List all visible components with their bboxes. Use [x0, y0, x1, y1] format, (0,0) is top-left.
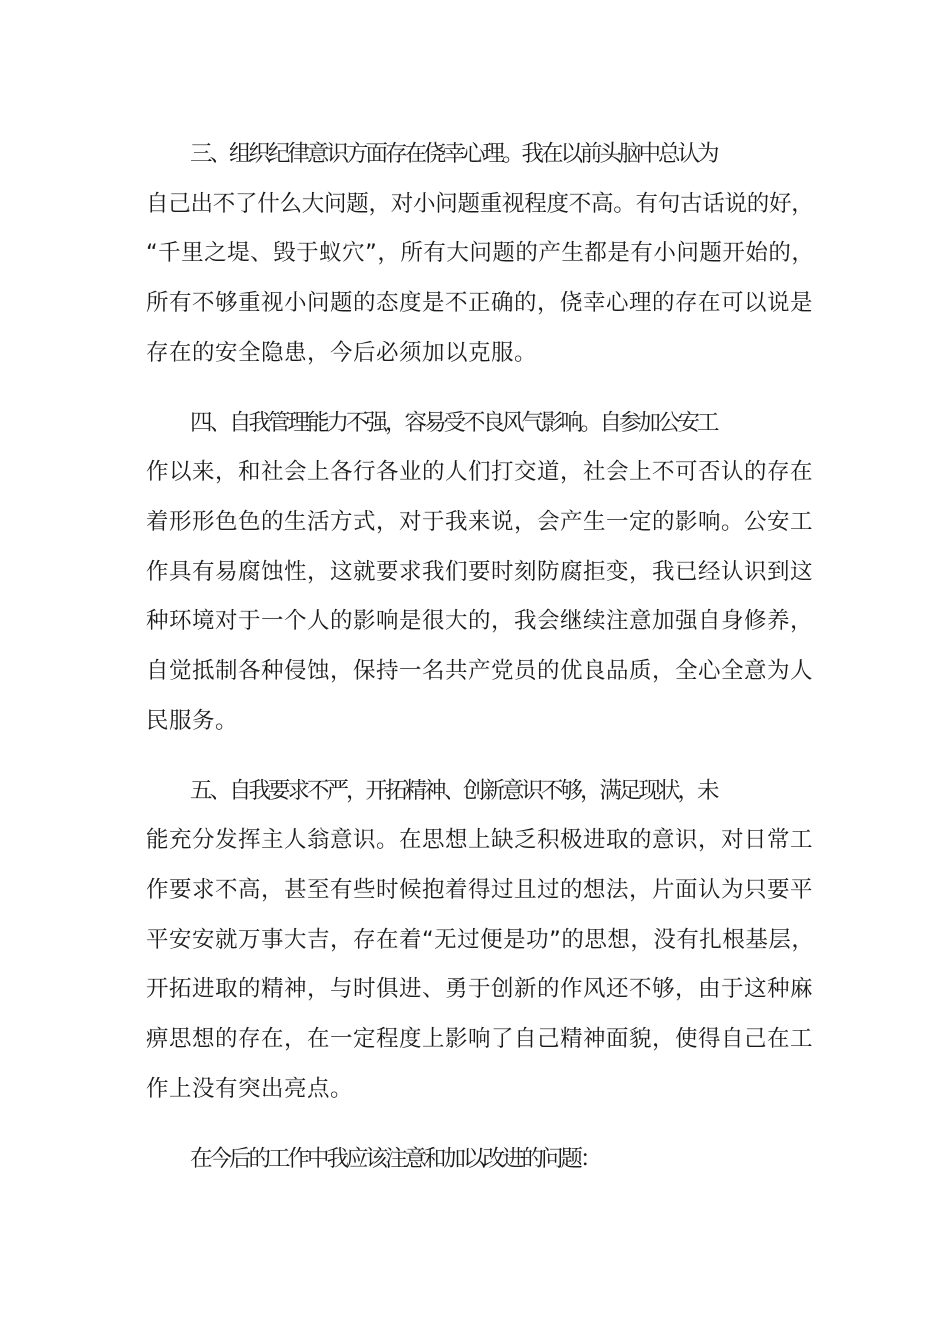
paragraph-1-line-3: “千里之堤、毁于蚁穴”，所有大问题的产生都是有小问题开始的， — [146, 240, 815, 266]
paragraph-3-line-5: 开拓进取的精神，与时俱进、勇于创新的作风还不够，由于这种麻 — [146, 976, 814, 1002]
paragraph-2-line-5: 种环境对于一个人的影响是很大的，我会继续注意加强自身修养， — [146, 608, 814, 634]
paragraph-2-line-3: 着形形色色的生活方式，对于我来说，会产生一定的影响。公安工 — [146, 509, 814, 535]
paragraph-2-line-1: 四、自我管理能力不强，容易受不良风气影响。自参加公安工 — [190, 410, 717, 436]
paragraph-3-line-1: 五、自我要求不严，开拓精神、创新意识不够，满足现状，未 — [190, 778, 717, 804]
paragraph-4-line-1: 在今后的工作中我应该注意和加以改进的问题： — [190, 1146, 600, 1172]
paragraph-3-line-6: 痹思想的存在，在一定程度上影响了自己精神面貌，使得自己在工 — [146, 1026, 814, 1052]
paragraph-3-line-4: 平安安就万事大吉，存在着“无过便是功”的思想，没有扎根基层， — [146, 927, 815, 953]
paragraph-2-line-2: 作以来，和社会上各行各业的人们打交道，社会上不可否认的存在 — [146, 459, 814, 485]
paragraph-3-line-3: 作要求不高，甚至有些时候抱着得过且过的想法，片面认为只要平 — [146, 877, 814, 903]
paragraph-1-line-5: 存在的安全隐患，今后必须加以克服。 — [146, 340, 538, 366]
paragraph-3-line-7: 作上没有突出亮点。 — [146, 1076, 354, 1102]
paragraph-2-line-4: 作具有易腐蚀性，这就要求我们要时刻防腐拒变，我已经认识到这 — [146, 559, 814, 585]
paragraph-2-line-6: 自觉抵制各种侵蚀，保持一名共产党员的优良品质，全心全意为人 — [146, 658, 814, 684]
paragraph-2-line-7: 民服务。 — [146, 708, 239, 734]
paragraph-1-line-2: 自己出不了什么大问题，对小问题重视程度不高。有句古话说的好， — [146, 191, 814, 217]
paragraph-3-line-2: 能充分发挥主人翁意识。在思想上缺乏积极进取的意识，对日常工 — [146, 827, 814, 853]
paragraph-1-line-4: 所有不够重视小问题的态度是不正确的，侥幸心理的存在可以说是 — [146, 290, 814, 316]
paragraph-1-line-1: 三、组织纪律意识方面存在侥幸心理。我在以前头脑中总认为 — [190, 141, 717, 167]
